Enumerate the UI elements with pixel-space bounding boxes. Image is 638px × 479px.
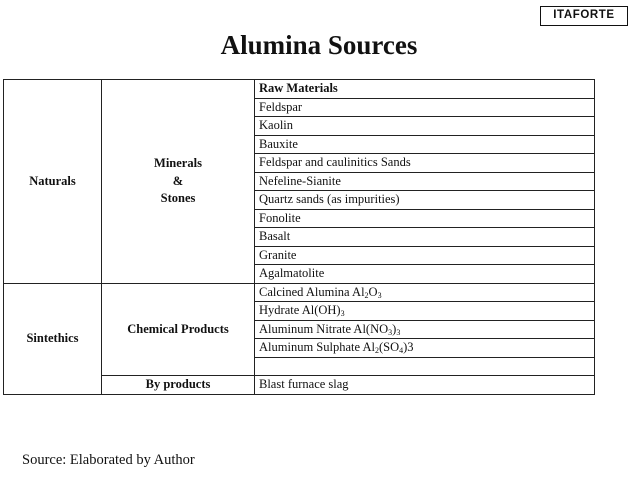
material-cell: Basalt [255,228,595,247]
table-row [4,283,595,302]
page-title: Alumina Sources [220,30,418,60]
material-cell [255,320,595,339]
subcategory-minerals-stones [102,80,255,284]
formula-text: Calcined Alumina Al [259,284,365,299]
formula-subscript: 2 [374,346,379,355]
category-naturals: Naturals [4,80,102,284]
raw-materials-header: Raw Materials [255,80,595,99]
formula-subscript: 3 [340,309,345,318]
itaforte-logo: ITAFORTE [540,6,628,26]
material-cell: Bauxite [255,135,595,154]
material-cell: Nefeline-Sianite [255,172,595,191]
material-cell: Blast furnace slag [255,376,595,395]
formula-subscript: 2 [364,290,369,300]
formula-subscript: 3 [396,327,401,337]
subcategory-line: Minerals [154,156,202,170]
material-cell: Granite [255,246,595,265]
formula-text: )3 [403,340,414,354]
subcategory-by-products: By products [102,376,255,395]
material-cell [255,283,595,302]
formula-text: Hydrate Al(OH) [259,303,341,317]
material-cell: Agalmatolite [255,265,595,284]
formula-subscript: 4 [399,346,404,355]
subcategory-line: & [172,173,184,188]
table-header-row [4,80,595,99]
material-cell: Feldspar and caulinitics Sands [255,154,595,173]
formula-text: Aluminum Sulphate Al [259,340,375,354]
alumina-sources-table [3,79,595,395]
formula-text: Aluminum Nitrate Al(NO [259,321,389,336]
formula-text: (SO [378,340,400,354]
material-cell: Fonolite [255,209,595,228]
category-sintethics: Sintethics [4,283,102,394]
material-cell: Kaolin [255,117,595,136]
material-cell [255,302,595,321]
material-cell: Quartz sands (as impurities) [255,191,595,210]
source-note: Source: Elaborated by Author [22,452,195,468]
material-cell: Feldspar [255,98,595,117]
material-cell [255,339,595,358]
subcategory-chemical-products: Chemical Products [102,283,255,376]
formula-text: O [368,284,378,299]
empty-material-cell [255,357,595,376]
subcategory-line: Stones [160,191,196,205]
formula-subscript: 3 [377,290,382,300]
formula-subscript: 3 [388,327,393,337]
formula-text: ) [392,321,397,336]
